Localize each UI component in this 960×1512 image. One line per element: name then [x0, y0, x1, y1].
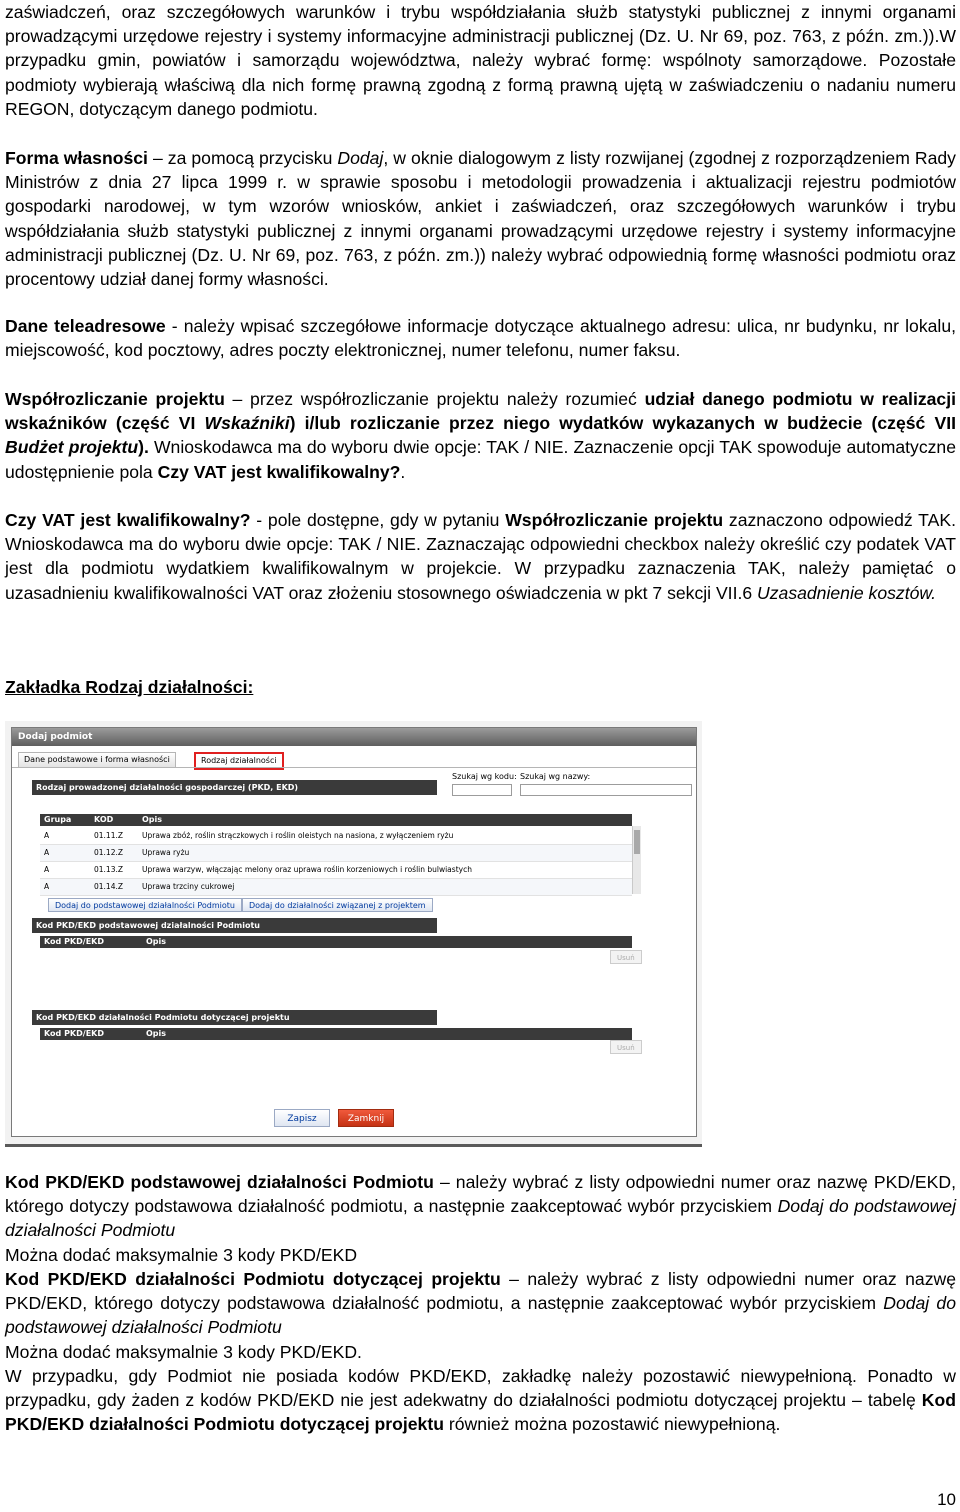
- reference-budzet: Budżet projektu: [5, 437, 139, 458]
- add-main-activity-button[interactable]: Dodaj do podstawowej działalności Podmiotu: [48, 898, 242, 912]
- cell-opis: Uprawa warzyw, włączając melony oraz uprawa roślin korzeniowych i roślin bulwiastych: [142, 865, 472, 874]
- cell-grupa: A: [44, 882, 50, 891]
- page-number: 10: [937, 1490, 956, 1509]
- paragraph-text: Można dodać maksymalnie 3 kody PKD/EKD: [5, 1245, 358, 1265]
- paragraph-text: zaświadczeń, oraz szczegółowych warunków i trybu współdziałania służb statystyki publicznej z innymi organami prowadzącymi urzędowe rejestry i systemy informacyjne administracji publicznej (Dz. U. Nr 69, poz. 763, z późn. zm.)).W przypadku gmin, powiatów i samorządu województwa, należy wybrać formę: wspólnoty samorządowe. Pozostałe podmioty wybierają właściwą dla nich formę prawną zgodną z formą prawną ujętą w zaświadczeniu o nadaniu numeru REGON, dotyczącym danego podmiotu.: [5, 2, 956, 119]
- cell-grupa: A: [44, 831, 50, 840]
- term-wspolrozliczanie: Współrozliczanie projektu: [5, 389, 225, 409]
- paragraph-pkd-main: [5, 1170, 956, 1243]
- cell-kod: 01.11.Z: [94, 831, 123, 840]
- paragraph-dane-teleadresowe: [5, 314, 956, 362]
- term-dane-teleadresowe: Dane teleadresowe: [5, 316, 166, 336]
- reference-uzasadnienie: Uzasadnienie kosztów.: [757, 582, 937, 603]
- paragraph-text: - należy wpisać szczegółowe informacje dotyczące aktualnego adresu: ulica, nr budynku, nr lokalu, miejscowość, kod pocztowy, adres poczty elektronicznej, numer telefonu, numer faksu.: [5, 316, 956, 361]
- table-row[interactable]: [40, 845, 632, 862]
- term-pkd-project: Kod PKD/EKD działalności Podmiotu dotyczącej projektu: [5, 1269, 501, 1289]
- paragraph-no-codes: [5, 1364, 956, 1437]
- section-bar-pkd: Rodzaj prowadzonej działalności gospodarczej (PKD, EKD): [32, 780, 437, 795]
- header-kod: KOD: [94, 815, 114, 824]
- dialog-window: [11, 727, 697, 1137]
- term-vat: Czy VAT jest kwalifikowalny?: [5, 510, 251, 530]
- paragraph-text: – należy wybrać z listy odpowiedni numer oraz nazwę PKD/EKD, którego dotyczy podstawowa działalność podmiotu, a następnie zaakceptować wybór przyciskiem: [5, 1269, 957, 1314]
- pkd-table-header: [40, 814, 632, 826]
- cell-grupa: A: [44, 865, 50, 874]
- table-row[interactable]: [40, 828, 632, 845]
- section-heading: Zakładka Rodzaj działalności:: [5, 677, 254, 697]
- term-vat: Czy VAT jest kwalifikowalny?: [157, 461, 401, 482]
- cell-opis: Uprawa trzciny cukrowej: [142, 882, 235, 891]
- cell-kod: 01.13.Z: [94, 865, 123, 874]
- cell-opis: Uprawa zbóż, roślin strączkowych i roślin oleistych na nasiona, z wyłączeniem ryżu: [142, 831, 454, 840]
- button-reference-dodaj: Dodaj: [337, 148, 384, 168]
- header-opis: Opis: [142, 815, 163, 824]
- bold-text: ).: [138, 437, 149, 458]
- paragraph-max-codes-2: [5, 1340, 956, 1364]
- paragraph-text: zaznaczono odpowiedź TAK. Wnioskodawca ma do wyboru dwie opcje: TAK / NIE. Zaznaczając odpowiedni checkbox należy określić czy podatek VAT jest dla podmiotu wydatkiem kwalifikowalnym w projekcie. W przypadku zaznaczenia TAK, należy pamiętać o uzasadnieniu kwalifikowalności VAT oraz złożeniu stosownego oświadczenia w pkt 7 sekcji VII.6: [5, 510, 956, 603]
- paragraph-forma-wlasnosci: [5, 146, 956, 291]
- header-kod-pkd: Kod PKD/EKD: [44, 937, 104, 946]
- button-reference-add-main: Dodaj do podstawowej działalności Podmiotu: [5, 1196, 956, 1241]
- application-screenshot: [5, 721, 702, 1147]
- section-bar-project-activity: Kod PKD/EKD działalności Podmiotu dotyczącej projektu: [32, 1010, 437, 1025]
- paragraph-text: Można dodać maksymalnie 3 kody PKD/EKD.: [5, 1342, 362, 1362]
- bold-text: ) i/lub rozliczanie przez niego wydatków wykazanych w budżecie (część VII: [289, 413, 956, 434]
- header-opis: Opis: [146, 1029, 167, 1038]
- reference-wskazniki: Wskaźniki: [204, 413, 290, 434]
- section-bar-main-activity: Kod PKD/EKD podstawowej działalności Podmiotu: [32, 918, 437, 933]
- cell-opis: Uprawa ryżu: [142, 848, 190, 857]
- cell-grupa: A: [44, 848, 50, 857]
- button-reference-add-main: Dodaj do podstawowej działalności Podmiotu: [5, 1293, 956, 1338]
- tab-dane-podstawowe[interactable]: Dane podstawowe i forma własności: [18, 752, 176, 767]
- paragraph-text: , w oknie dialogowym z listy rozwijanej (zgodnej z rozporządzeniem Rady Ministrów z dnia 27 lipca 1999 r. w sprawie sposobu i metodologii prowadzenia i aktualizacji rejestru podmiotów gospodarki narodowej, w tym wzorów wniosków, ankiet i zaświadczeń, oraz szczegółowych warunków i trybu współdziałania służb statystyki publicznej z innymi organami prowadzącymi urzędowe rejestry i systemy informacyjne administracji publicznej (Dz. U. Nr 69, poz. 763, z późn. zm.)) należy wybrać odpowiednią formę własności podmiotu oraz procentowy udział danej formy własności.: [5, 148, 956, 290]
- header-opis: Opis: [146, 937, 167, 946]
- paragraph-text: również można pozostawić niewypełnioną.: [443, 1414, 781, 1435]
- dialog-title: Dodaj podmiot: [12, 728, 696, 746]
- table-row[interactable]: [40, 862, 632, 879]
- term-pkd-project: Kod PKD/EKD działalności Podmiotu dotyczącej projektu: [5, 1390, 956, 1435]
- search-name-label: Szukaj wg nazwy:: [520, 772, 591, 781]
- paragraph-vat: [5, 508, 956, 605]
- paragraph-text: – przez współrozliczanie projektu należy rozumieć: [224, 389, 645, 409]
- tab-rodzaj-dzialalnosci[interactable]: Rodzaj działalności: [194, 752, 284, 770]
- term-forma-wlasnosci: Forma własności: [5, 148, 148, 168]
- paragraph-text: – za pomocą przycisku: [147, 148, 338, 168]
- paragraph-text: W przypadku, gdy Podmiot nie posiada kodów PKD/EKD, zakładkę należy pozostawić niewypełnioną. Ponadto w przypadku, gdy żaden z kodów PKD/EKD nie jest adekwatny do działalności podmiotu dotyczącej projektu – tabelę: [5, 1366, 956, 1411]
- paragraph-text: Wnioskodawca ma do wyboru dwie opcje: TAK / NIE. Zaznaczenie opcji TAK spowoduje automatyczne udostępnienie pola: [5, 437, 956, 482]
- term-pkd-main: Kod PKD/EKD podstawowej działalności Podmiotu: [5, 1172, 434, 1192]
- pkd-table-body: [40, 828, 632, 896]
- table-scrollbar[interactable]: [632, 826, 641, 894]
- delete-main-button[interactable]: Usuń: [610, 950, 642, 964]
- term-wspolrozliczanie: Współrozliczanie projektu: [505, 510, 724, 530]
- search-code-label: Szukaj wg kodu:: [452, 772, 517, 781]
- delete-project-button[interactable]: Usuń: [610, 1040, 642, 1054]
- table-row[interactable]: [40, 879, 632, 896]
- header-grupa: Grupa: [44, 815, 72, 824]
- close-button[interactable]: Zamknij: [338, 1109, 394, 1127]
- cell-kod: 01.12.Z: [94, 848, 123, 857]
- scrollbar-thumb[interactable]: [634, 830, 640, 854]
- paragraph-pkd-project: [5, 1267, 956, 1340]
- paragraph-text: – należy wybrać z listy odpowiedni numer oraz nazwę PKD/EKD, którego dotyczy podstawowa działalność podmiotu, a następnie zaakceptować wybór przyciskiem: [5, 1172, 956, 1217]
- project-activity-table-header: [40, 1028, 632, 1040]
- search-name-input[interactable]: [520, 784, 692, 796]
- add-project-activity-button[interactable]: Dodaj do działalności związanej z projektem: [242, 898, 433, 912]
- search-code-input[interactable]: [452, 784, 512, 796]
- save-button[interactable]: Zapisz: [274, 1109, 330, 1127]
- tab-divider: [12, 767, 696, 768]
- paragraph-regon: [5, 0, 956, 121]
- header-kod-pkd: Kod PKD/EKD: [44, 1029, 104, 1038]
- main-activity-table-header: [40, 936, 632, 948]
- bold-text: udział danego podmiotu w realizacji wskaźników (część VI: [5, 389, 956, 434]
- paragraph-text: - pole dostępne, gdy w pytaniu: [250, 510, 506, 530]
- paragraph-max-codes: [5, 1243, 956, 1267]
- paragraph-text: .: [400, 461, 406, 482]
- cell-kod: 01.14.Z: [94, 882, 123, 891]
- paragraph-wspolrozliczanie: [5, 387, 956, 484]
